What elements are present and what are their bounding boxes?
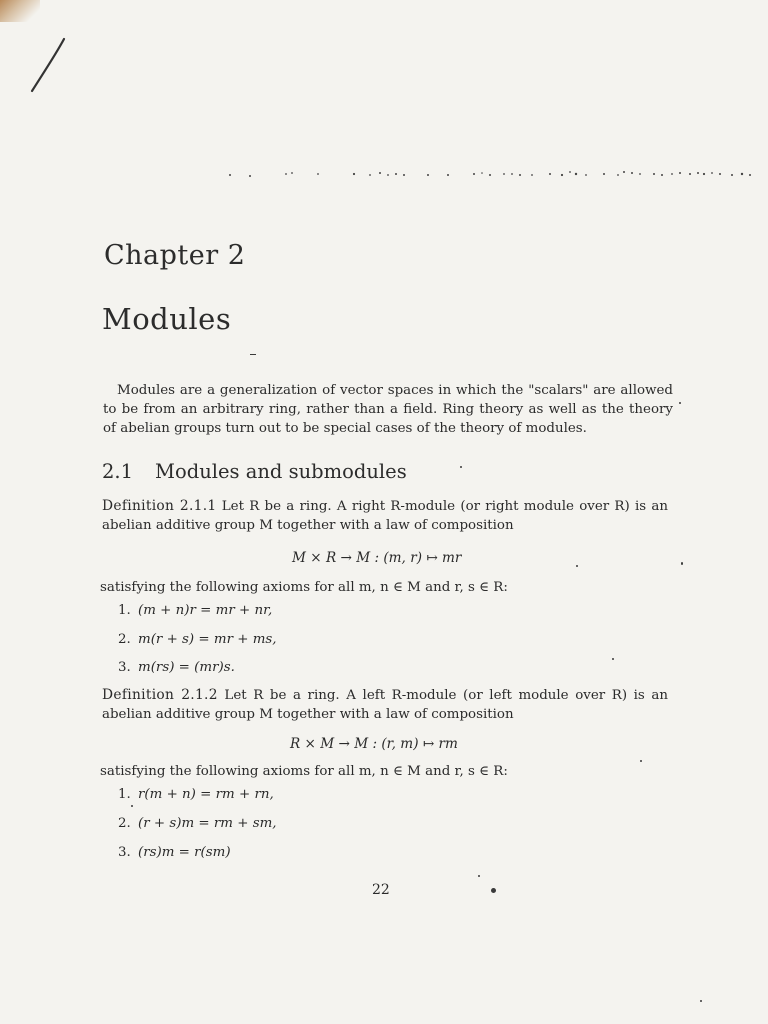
display-equation: M × R → M : (m, r) ↦ mr: [292, 550, 462, 566]
axiom-text: r(m + n) = rm + rn,: [138, 787, 274, 802]
section-number: 2.1: [102, 460, 134, 483]
definition-left-module: [102, 686, 668, 724]
page-number: 22: [372, 882, 390, 898]
axiom-text: (rs)m = r(sm): [138, 845, 231, 860]
scan-speck: [640, 760, 642, 762]
scan-speck: [679, 402, 681, 404]
section-heading: [102, 460, 407, 483]
scan-speck: [491, 888, 496, 893]
scan-speckle-line: [220, 160, 760, 180]
definition-text: Let R be a ring. A right R-module (or right module over R) is an abelian additive group M together with a law of composition: [102, 499, 669, 533]
axiom-number: 2.: [118, 816, 131, 831]
scan-speck: [612, 658, 614, 660]
corner-shadow: [0, 0, 40, 22]
display-equation: R × M → M : (r, m) ↦ rm: [290, 736, 458, 752]
axioms-intro: satisfying the following axioms for all m, n ∈ M and r, s ∈ R:: [100, 764, 508, 779]
chapter-label: Chapter 2: [104, 240, 246, 271]
axiom-item: [118, 660, 235, 675]
axiom-text: m(r + s) = mr + ms,: [138, 632, 277, 647]
chapter-title: Modules: [102, 302, 232, 336]
axiom-text: (m + n)r = mr + nr,: [138, 603, 273, 618]
axioms-intro: satisfying the following axioms for all m, n ∈ M and r, s ∈ R:: [100, 580, 508, 595]
axiom-item: [118, 787, 274, 802]
scan-speck: [460, 466, 462, 468]
definition-label: Definition 2.1.2: [102, 687, 218, 703]
axiom-number: 1.: [118, 603, 131, 618]
scan-speck: [700, 1000, 702, 1002]
axiom-item: [118, 632, 277, 647]
axiom-item: [118, 816, 277, 831]
scan-speck: [131, 805, 133, 807]
axiom-number: 2.: [118, 632, 131, 647]
definition-label: Definition 2.1.1: [102, 498, 217, 514]
pen-mark-icon: [26, 36, 70, 96]
definition-text: Let R be a ring. A left R-module (or left module over R) is an abelian additive group M together with a law of composition: [102, 688, 668, 722]
axiom-item: [118, 603, 272, 618]
intro-paragraph: Modules are a generalization of vector spaces in which the "scalars" are allowed to be from an arbitrary ring, rather than a field. Ring theory as well as the theory of abelian groups turn out to be special cases of the theory of modules.: [103, 383, 673, 436]
definition-right-module: [102, 497, 668, 535]
scan-speck: [576, 565, 578, 567]
scan-speck: [478, 875, 480, 877]
axiom-text: m(rs) = (mr)s.: [138, 660, 235, 675]
scan-speck: [681, 562, 683, 565]
axiom-text: (r + s)m = rm + sm,: [138, 816, 277, 831]
scan-speck: [250, 354, 256, 355]
axiom-number: 1.: [118, 787, 131, 802]
section-title: Modules and submodules: [155, 460, 407, 483]
axiom-item: [118, 845, 231, 860]
axiom-number: 3.: [118, 845, 131, 860]
axiom-number: 3.: [118, 660, 131, 675]
